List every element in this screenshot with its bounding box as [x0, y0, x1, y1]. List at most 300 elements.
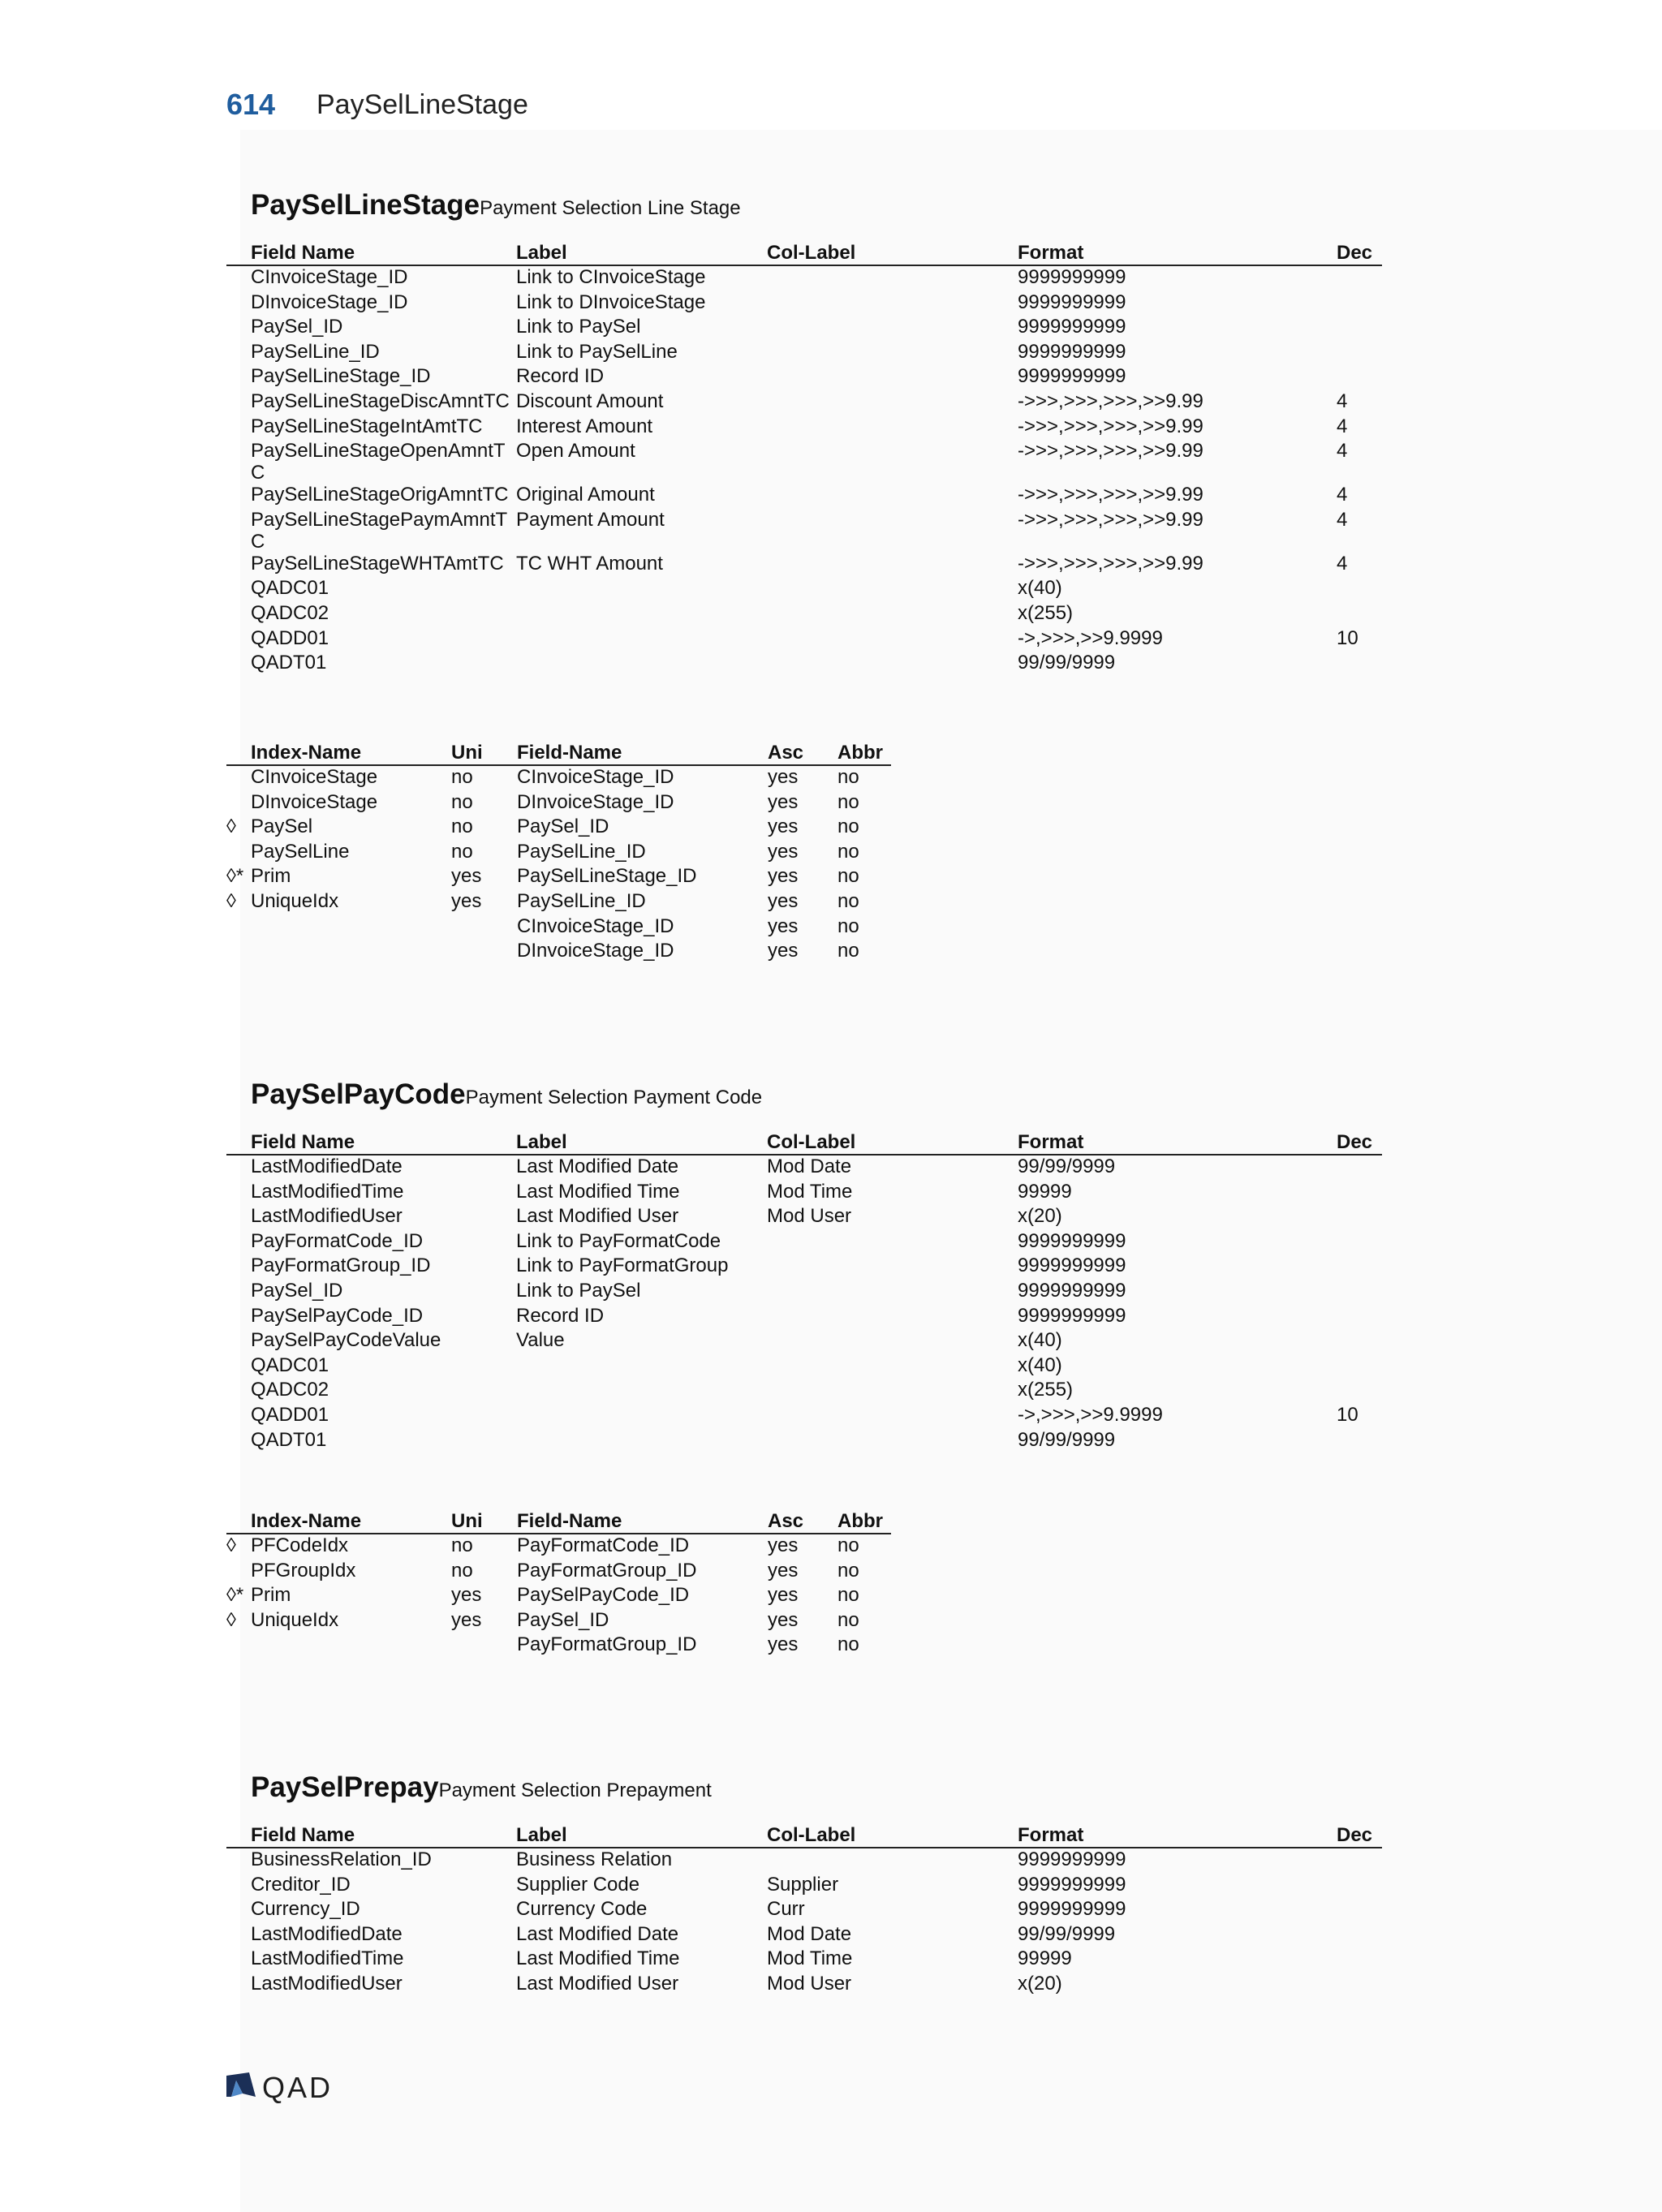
- field-format: ->>>,>>>,>>>,>>9.99: [1018, 552, 1203, 575]
- field-dec: [1337, 602, 1382, 627]
- table-row: [226, 1230, 1382, 1255]
- col-header-label: Label: [516, 240, 767, 265]
- field-format: 9999999999: [1018, 266, 1126, 288]
- field-format: 99/99/9999: [1018, 652, 1116, 674]
- field-label: [516, 1429, 767, 1454]
- field-dec: [1337, 265, 1382, 291]
- field-format: x(255): [1018, 1379, 1074, 1401]
- field-dec: [1337, 1848, 1382, 1874]
- field-name: PaySelLineStagePaymAmntTC: [251, 508, 508, 553]
- field-col-label: [767, 415, 1018, 441]
- field-format: 99/99/9999: [1018, 1922, 1116, 1945]
- table-row: [226, 316, 1382, 341]
- col-header-format: Format: [1018, 1130, 1337, 1155]
- field-col-label: Mod Date: [767, 1155, 852, 1177]
- table-row: [226, 1874, 1382, 1899]
- field-dec: [1337, 341, 1382, 366]
- field-dec: 4: [1337, 389, 1348, 412]
- field-dec: [1337, 1230, 1382, 1255]
- field-name: CInvoiceStage_ID: [251, 266, 408, 288]
- field-label: Link to PaySel: [516, 1279, 641, 1302]
- index-name: UniqueIdx: [251, 1608, 339, 1631]
- field-label: Last Modified Date: [516, 1155, 679, 1177]
- col-header-index-name: Index-Name: [251, 740, 451, 765]
- index-marker: [226, 791, 251, 816]
- field-col-label: [767, 1329, 1018, 1354]
- qad-logo-icon: [225, 2071, 257, 2100]
- field-dec: 4: [1337, 508, 1348, 531]
- index-unique: no: [451, 1559, 473, 1582]
- table-row: [226, 791, 891, 816]
- index-marker: ◊: [226, 1608, 236, 1631]
- col-header-abbr: Abbr: [837, 1508, 891, 1534]
- index-asc: yes: [768, 766, 799, 788]
- field-label: Link to CInvoiceStage: [516, 266, 706, 288]
- field-dec: [1337, 291, 1382, 316]
- field-dec: [1337, 1181, 1382, 1206]
- table-row: [226, 1404, 1382, 1429]
- field-label: TC WHT Amount: [516, 552, 663, 575]
- field-col-label: Mod User: [767, 1972, 852, 1995]
- field-name: DInvoiceStage_ID: [251, 290, 408, 313]
- index-marker: ◊*: [226, 865, 244, 888]
- col-header-asc: Asc: [768, 1508, 837, 1534]
- field-label: [516, 627, 767, 652]
- field-dec: [1337, 1354, 1382, 1379]
- table-row: [226, 940, 891, 965]
- field-dec: [1337, 1874, 1382, 1899]
- field-label: Value: [516, 1329, 565, 1352]
- index-field: PayFormatGroup_ID: [517, 1633, 697, 1656]
- field-format: 9999999999: [1018, 1254, 1126, 1277]
- field-name: LastModifiedDate: [251, 1922, 403, 1945]
- index-asc: yes: [768, 940, 799, 962]
- table-row: [226, 1898, 1382, 1923]
- field-label: [516, 652, 767, 677]
- field-format: 9999999999: [1018, 1304, 1126, 1327]
- field-col-label: [767, 1230, 1018, 1255]
- table-title: [251, 189, 741, 222]
- field-name: QADC02: [251, 601, 329, 624]
- index-marker: ◊: [226, 1534, 236, 1556]
- index-abbr: no: [837, 790, 859, 813]
- field-name: PaySelLineStageWHTAmtTC: [251, 552, 504, 575]
- field-name: PaySelLineStage_ID: [251, 365, 431, 388]
- field-format: x(40): [1018, 577, 1062, 600]
- index-asc: yes: [768, 1584, 799, 1607]
- field-name: PaySelPayCodeValue: [251, 1329, 441, 1352]
- table-description: Payment Selection Prepayment: [438, 1779, 712, 1801]
- index-field: PaySelPayCode_ID: [517, 1584, 690, 1607]
- field-format: 9999999999: [1018, 290, 1126, 313]
- table-row: [226, 1181, 1382, 1206]
- col-header-label: Label: [516, 1130, 767, 1155]
- field-col-label: Curr: [767, 1898, 805, 1921]
- table-title: [251, 1078, 762, 1111]
- table-row: [226, 1584, 891, 1609]
- index-asc: yes: [768, 889, 799, 912]
- index-asc: yes: [768, 790, 799, 813]
- field-label: Last Modified User: [516, 1205, 679, 1228]
- field-col-label: Mod Date: [767, 1922, 852, 1945]
- field-name: PayFormatGroup_ID: [251, 1254, 431, 1277]
- field-format: 9999999999: [1018, 1229, 1126, 1252]
- table-row: [226, 1354, 1382, 1379]
- col-header-field-name: Field-Name: [517, 1508, 768, 1534]
- field-format: 9999999999: [1018, 316, 1126, 338]
- col-header-format: Format: [1018, 1823, 1337, 1848]
- col-header-abbr: Abbr: [837, 740, 891, 765]
- table-row: [226, 1429, 1382, 1454]
- table-title: [251, 1771, 712, 1804]
- field-format: 9999999999: [1018, 340, 1126, 363]
- index-asc: yes: [768, 840, 799, 863]
- field-col-label: Supplier: [767, 1873, 839, 1896]
- field-format: ->>>,>>>,>>>,>>9.99: [1018, 508, 1203, 531]
- index-field: DInvoiceStage_ID: [517, 790, 674, 813]
- index-name: PFCodeIdx: [251, 1534, 349, 1556]
- table-row: [226, 1254, 1382, 1280]
- index-table: [226, 740, 891, 965]
- index-marker: [226, 765, 251, 791]
- index-asc: yes: [768, 816, 799, 838]
- field-label: Currency Code: [516, 1898, 648, 1921]
- index-field: PaySel_ID: [517, 816, 609, 838]
- field-label: Link to PaySelLine: [516, 340, 678, 363]
- field-format: 9999999999: [1018, 1279, 1126, 1302]
- index-name: CInvoiceStage: [251, 766, 378, 788]
- index-marker: [226, 940, 251, 965]
- field-format: x(40): [1018, 1353, 1062, 1376]
- col-header-format: Format: [1018, 240, 1337, 265]
- index-abbr: no: [837, 1633, 859, 1656]
- field-dec: [1337, 1973, 1382, 1998]
- index-unique: yes: [451, 889, 482, 912]
- field-format: 99/99/9999: [1018, 1428, 1116, 1451]
- table-row: [226, 1609, 891, 1634]
- field-dec: 10: [1337, 1403, 1358, 1426]
- col-header-asc: Asc: [768, 740, 837, 765]
- field-dec: [1337, 1429, 1382, 1454]
- field-format: x(255): [1018, 601, 1074, 624]
- index-abbr: no: [837, 1608, 859, 1631]
- field-name: QADC01: [251, 1353, 329, 1376]
- table-row: [226, 1973, 1382, 1998]
- field-label: Last Modified Date: [516, 1922, 679, 1945]
- field-name: Creditor_ID: [251, 1873, 351, 1896]
- field-label: [516, 1354, 767, 1379]
- field-dec: [1337, 1923, 1382, 1948]
- index-name: [251, 940, 451, 965]
- table-row: [226, 265, 1382, 291]
- field-col-label: Mod Time: [767, 1947, 853, 1970]
- field-name: PaySel_ID: [251, 316, 343, 338]
- field-label: Discount Amount: [516, 389, 664, 412]
- index-marker: [226, 841, 251, 866]
- index-field: DInvoiceStage_ID: [517, 940, 674, 962]
- field-col-label: [767, 440, 1018, 484]
- field-label: Last Modified Time: [516, 1180, 680, 1203]
- field-name: LastModifiedTime: [251, 1947, 404, 1970]
- field-dec: [1337, 316, 1382, 341]
- field-label: Open Amount: [516, 440, 635, 463]
- field-dec: [1337, 1329, 1382, 1354]
- field-label: Payment Amount: [516, 508, 665, 531]
- index-name: Prim: [251, 1584, 291, 1607]
- field-col-label: [767, 627, 1018, 652]
- field-col-label: [767, 553, 1018, 578]
- table-row: [226, 1205, 1382, 1230]
- index-field: PayFormatGroup_ID: [517, 1559, 697, 1582]
- field-col-label: [767, 1254, 1018, 1280]
- index-marker: [226, 1560, 251, 1585]
- table-name: PaySelPayCode: [251, 1078, 466, 1110]
- table-row: [226, 1848, 1382, 1874]
- table-row: [226, 602, 1382, 627]
- field-dec: [1337, 1898, 1382, 1923]
- table-row: [226, 484, 1382, 509]
- table-row: [226, 341, 1382, 366]
- table-row: [226, 765, 891, 791]
- index-name: PaySelLine: [251, 840, 350, 863]
- index-unique: no: [451, 1534, 473, 1556]
- col-header-field-name: Field Name: [251, 240, 516, 265]
- field-format: 99999: [1018, 1180, 1072, 1203]
- index-abbr: no: [837, 816, 859, 838]
- field-label: [516, 577, 767, 602]
- field-label: Link to DInvoiceStage: [516, 290, 706, 313]
- field-col-label: [767, 1404, 1018, 1429]
- field-label: Link to PayFormatCode: [516, 1229, 721, 1252]
- field-label: Record ID: [516, 1304, 605, 1327]
- table-row: [226, 841, 891, 866]
- field-label: [516, 1404, 767, 1429]
- field-name: QADT01: [251, 1428, 327, 1451]
- index-name: [251, 915, 451, 940]
- field-label: Supplier Code: [516, 1873, 640, 1896]
- field-col-label: Mod Time: [767, 1180, 853, 1203]
- field-dec: [1337, 1379, 1382, 1404]
- field-name: QADT01: [251, 652, 327, 674]
- field-format: ->>>,>>>,>>>,>>9.99: [1018, 415, 1203, 437]
- field-col-label: [767, 1429, 1018, 1454]
- field-col-label: [767, 291, 1018, 316]
- field-label: Record ID: [516, 365, 605, 388]
- field-name: PaySel_ID: [251, 1279, 343, 1302]
- col-header-dec: Dec: [1337, 1823, 1382, 1848]
- index-table-header: [226, 1508, 891, 1534]
- col-header-index-name: Index-Name: [251, 1508, 451, 1534]
- field-col-label: [767, 341, 1018, 366]
- table-row: [226, 1155, 1382, 1181]
- field-dec: [1337, 1947, 1382, 1973]
- index-field: PaySelLineStage_ID: [517, 865, 697, 888]
- table-row: [226, 865, 891, 890]
- index-asc: yes: [768, 865, 799, 888]
- field-dec: 4: [1337, 552, 1348, 575]
- index-field: PaySelLine_ID: [517, 840, 646, 863]
- field-col-label: Mod User: [767, 1205, 852, 1228]
- field-label: Link to PaySel: [516, 316, 641, 338]
- field-dec: [1337, 1280, 1382, 1305]
- field-col-label: [767, 365, 1018, 390]
- field-col-label: [767, 316, 1018, 341]
- field-dec: [1337, 1254, 1382, 1280]
- table-row: [226, 1329, 1382, 1354]
- index-field: PaySelLine_ID: [517, 889, 646, 912]
- index-name: PFGroupIdx: [251, 1559, 356, 1582]
- field-name: QADD01: [251, 626, 329, 649]
- table-description: Payment Selection Line Stage: [480, 197, 741, 219]
- table-row: [226, 415, 1382, 441]
- index-unique: [451, 1633, 517, 1659]
- field-dec: [1337, 1155, 1382, 1181]
- field-name: PaySelPayCode_ID: [251, 1304, 424, 1327]
- index-asc: yes: [768, 1608, 799, 1631]
- index-abbr: no: [837, 1534, 859, 1556]
- index-abbr: no: [837, 865, 859, 888]
- index-abbr: no: [837, 840, 859, 863]
- field-col-label: [767, 265, 1018, 291]
- field-dec: [1337, 577, 1382, 602]
- table-row: [226, 390, 1382, 415]
- field-name: PaySelLineStageOrigAmntTC: [251, 484, 509, 506]
- index-abbr: no: [837, 914, 859, 937]
- field-name: PaySelLineStageIntAmtTC: [251, 415, 483, 437]
- index-unique: yes: [451, 1584, 482, 1607]
- field-dec: [1337, 1305, 1382, 1330]
- field-label: Interest Amount: [516, 415, 653, 437]
- table-row: [226, 627, 1382, 652]
- field-name: QADC01: [251, 577, 329, 600]
- field-name: PaySelLineStageOpenAmntTC: [251, 440, 506, 484]
- col-header-col-label: Col-Label: [767, 1823, 1018, 1848]
- field-table-header: [226, 1823, 1382, 1848]
- table-description: Payment Selection Payment Code: [465, 1087, 763, 1108]
- field-col-label: [767, 602, 1018, 627]
- index-unique: no: [451, 840, 473, 863]
- field-name: PaySelLineStageDiscAmntTC: [251, 389, 510, 412]
- field-format: 9999999999: [1018, 1848, 1126, 1870]
- logo-text: QAD: [262, 2071, 334, 2104]
- field-format: 9999999999: [1018, 1873, 1126, 1896]
- table-row: [226, 365, 1382, 390]
- field-label: Original Amount: [516, 484, 655, 506]
- field-col-label: [767, 1379, 1018, 1404]
- index-asc: yes: [768, 1559, 799, 1582]
- field-name: PayFormatCode_ID: [251, 1229, 424, 1252]
- table-row: [226, 915, 891, 940]
- field-table: [226, 1130, 1382, 1453]
- field-col-label: [767, 1280, 1018, 1305]
- field-name: BusinessRelation_ID: [251, 1848, 432, 1870]
- field-label: Business Relation: [516, 1848, 673, 1870]
- field-format: ->>>,>>>,>>>,>>9.99: [1018, 484, 1203, 506]
- index-unique: [451, 940, 517, 965]
- field-dec: [1337, 652, 1382, 677]
- index-abbr: no: [837, 766, 859, 788]
- index-unique: no: [451, 816, 473, 838]
- table-row: [226, 1379, 1382, 1404]
- field-col-label: [767, 509, 1018, 553]
- index-abbr: no: [837, 940, 859, 962]
- table-row: [226, 291, 1382, 316]
- field-format: ->,>>>,>>9.9999: [1018, 626, 1163, 649]
- field-format: x(20): [1018, 1205, 1062, 1228]
- table-row: [226, 1305, 1382, 1330]
- field-format: ->>>,>>>,>>>,>>9.99: [1018, 440, 1203, 463]
- field-format: x(40): [1018, 1329, 1062, 1352]
- index-table-header: [226, 740, 891, 765]
- index-field: CInvoiceStage_ID: [517, 914, 674, 937]
- field-format: 9999999999: [1018, 1898, 1126, 1921]
- index-unique: no: [451, 790, 473, 813]
- field-format: 9999999999: [1018, 365, 1126, 388]
- table-row: [226, 577, 1382, 602]
- col-header-dec: Dec: [1337, 1130, 1382, 1155]
- field-name: LastModifiedUser: [251, 1205, 403, 1228]
- field-name: QADD01: [251, 1403, 329, 1426]
- field-label: Link to PayFormatGroup: [516, 1254, 729, 1277]
- table-name: PaySelPrepay: [251, 1771, 439, 1803]
- field-dec: 4: [1337, 440, 1348, 463]
- index-unique: yes: [451, 865, 482, 888]
- field-dec: 4: [1337, 415, 1348, 437]
- col-header-uni: Uni: [451, 740, 517, 765]
- field-col-label: [767, 1848, 1018, 1874]
- field-format: 99999: [1018, 1947, 1072, 1970]
- table-row: [226, 440, 1382, 484]
- index-name: [251, 1633, 451, 1659]
- field-col-label: [767, 484, 1018, 509]
- col-header-field-name: Field Name: [251, 1130, 516, 1155]
- field-format: ->,>>>,>>9.9999: [1018, 1403, 1163, 1426]
- field-col-label: [767, 390, 1018, 415]
- field-format: x(20): [1018, 1972, 1062, 1995]
- field-dec: [1337, 365, 1382, 390]
- table-name: PaySelLineStage: [251, 189, 480, 221]
- table-row: [226, 890, 891, 915]
- table-row: [226, 1534, 891, 1560]
- field-table: [226, 240, 1382, 677]
- index-name: DInvoiceStage: [251, 790, 378, 813]
- field-name: Currency_ID: [251, 1898, 360, 1921]
- index-asc: yes: [768, 1633, 799, 1656]
- index-name: Prim: [251, 865, 291, 888]
- table-row: [226, 1633, 891, 1659]
- field-col-label: [767, 1354, 1018, 1379]
- index-asc: yes: [768, 1534, 799, 1556]
- index-marker: ◊*: [226, 1584, 244, 1607]
- field-label: [516, 1379, 767, 1404]
- col-header-field-name: Field-Name: [517, 740, 768, 765]
- table-row: [226, 1947, 1382, 1973]
- index-marker: ◊: [226, 889, 236, 912]
- page-number: 614: [226, 88, 276, 121]
- table-row: [226, 1280, 1382, 1305]
- table-row: [226, 1923, 1382, 1948]
- page-title: PaySelLineStage: [316, 89, 528, 120]
- field-table: [226, 1823, 1382, 1998]
- field-format: ->>>,>>>,>>>,>>9.99: [1018, 389, 1203, 412]
- col-header-field-name: Field Name: [251, 1823, 516, 1848]
- col-header-col-label: Col-Label: [767, 1130, 1018, 1155]
- index-field: CInvoiceStage_ID: [517, 766, 674, 788]
- index-field: PayFormatCode_ID: [517, 1534, 690, 1556]
- col-header-col-label: Col-Label: [767, 240, 1018, 265]
- table-row: [226, 553, 1382, 578]
- index-abbr: no: [837, 889, 859, 912]
